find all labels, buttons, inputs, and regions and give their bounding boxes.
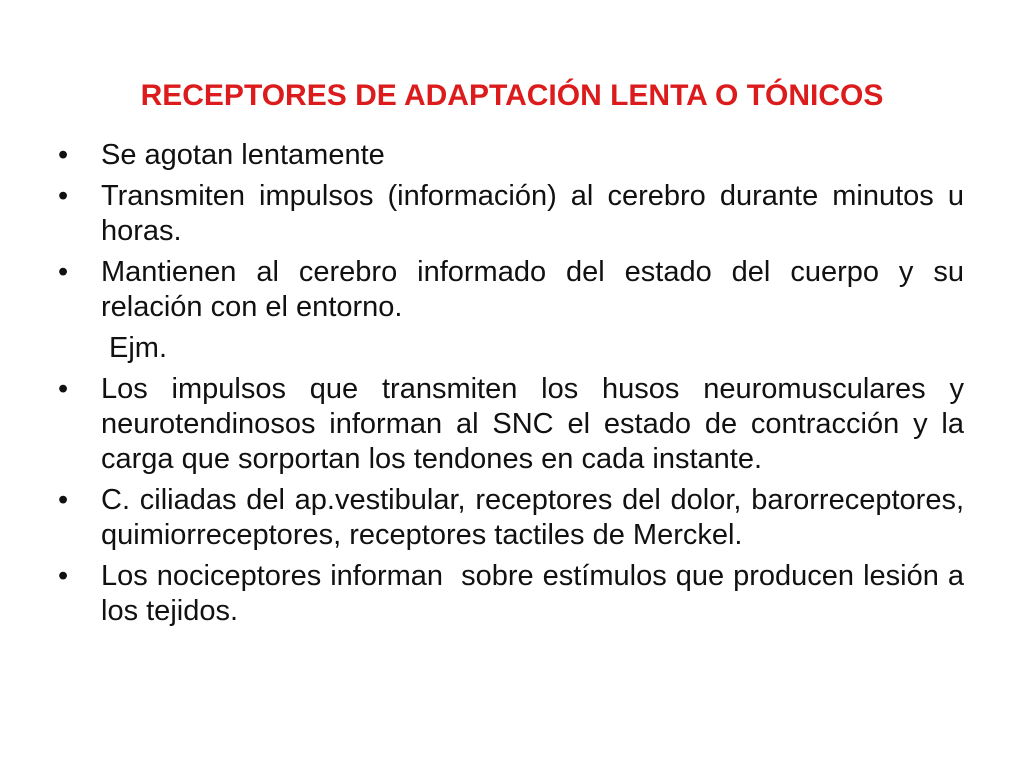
bullet-list <box>58 138 973 635</box>
bullet-icon: • <box>58 560 69 592</box>
bullet-icon: • <box>58 256 69 288</box>
bullet-item-3 <box>58 255 964 325</box>
bullet-text: Los nociceptores informan sobre estímulos que producen lesión a los tejidos. <box>101 560 973 627</box>
bullet-text: C. ciliadas del ap.vestibular, receptores del dolor, barorreceptores, quimiorreceptores, receptores tactiles de Merckel. <box>101 484 964 551</box>
bullet-item-4 <box>58 372 964 477</box>
slide-title: RECEPTORES DE ADAPTACIÓN LENTA O TÓNICOS <box>140 79 884 112</box>
bullet-text: Se agotan lentamente <box>101 139 385 171</box>
bullet-item-5 <box>58 483 964 553</box>
bullet-icon: • <box>58 139 69 171</box>
example-label: Ejm. <box>109 332 167 364</box>
bullet-icon: • <box>58 484 69 516</box>
bullet-item-6 <box>58 559 973 629</box>
bullet-icon: • <box>58 180 69 212</box>
bullet-item-1 <box>58 138 964 173</box>
bullet-icon: • <box>58 373 69 405</box>
bullet-text: Los impulsos que transmiten los husos neuromusculares y neurotendinosos informan al SNC el estado de contracción y la carga que sorportan los tendones en cada instante. <box>101 373 964 475</box>
bullet-text: Mantienen al cerebro informado del estado del cuerpo y su relación con el entorno. <box>101 256 964 323</box>
bullet-text: Transmiten impulsos (información) al cerebro durante minutos u horas. <box>101 180 964 247</box>
bullet-item-2 <box>58 179 964 249</box>
